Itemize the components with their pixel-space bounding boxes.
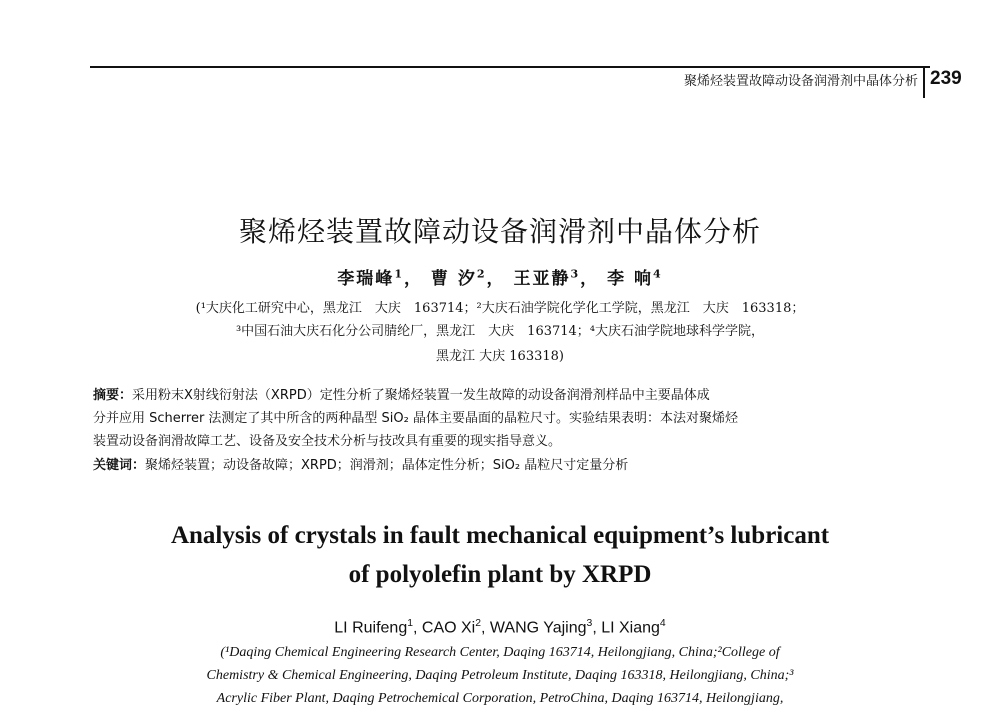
en-affiliation-line-2: Chemistry & Chemical Engineering, Daqing Petroleum Institute, Daqing 163318, Heilongjiang, China;³ bbox=[206, 668, 794, 683]
en-author-3-mark: 3 bbox=[586, 618, 593, 629]
keywords-label: 关键词： bbox=[93, 458, 146, 473]
keywords-text: 聚烯烃装置；动设备故障；XRPD；润滑剂；晶体定性分析；SiO₂ 晶粒尺寸定量分析 bbox=[145, 458, 629, 473]
abstract-line-3: 装置动设备润滑故障工艺、设备及安全技术分析与技改具有重要的现实指导意义。 bbox=[93, 434, 562, 449]
en-author-1: LI Ruifeng bbox=[334, 619, 408, 637]
cn-author-3: 王亚静 bbox=[513, 269, 571, 289]
cn-author-2: 曹 汐 bbox=[430, 269, 477, 289]
en-author-2-mark: 2 bbox=[475, 618, 482, 629]
page-number: 239 bbox=[930, 68, 962, 89]
cn-author-4: 李 响 bbox=[607, 269, 653, 289]
en-author-4-mark: 4 bbox=[659, 618, 666, 629]
cn-author-1-mark: 1 bbox=[394, 267, 404, 281]
english-title-line-1: Analysis of crystals in fault mechanical equipment’s lubricant bbox=[170, 522, 830, 549]
en-author-1-mark: 1 bbox=[407, 618, 413, 629]
header-rule bbox=[90, 66, 930, 68]
chinese-title: 聚烯烃装置故障动设备润滑剂中晶体分析 bbox=[238, 215, 761, 248]
en-author-2: CAO Xi bbox=[421, 619, 476, 637]
en-affiliation-line-1: (¹Daqing Chemical Engineering Research Center, Daqing 163714, Heilongjiang, China;²College of bbox=[220, 645, 780, 660]
chinese-authors: 李瑞峰$^1$， 曹 汐$^2$， 王亚静$^3$， 李 响$^4$ bbox=[337, 267, 663, 289]
cn-affiliation-line-1: (¹大庆化工研究中心，黑龙江 大庆 163714；²大庆石油学院化学化工学院，黑龙江 大庆 163318； bbox=[195, 301, 805, 316]
page-number-separator bbox=[923, 66, 925, 98]
running-title: 聚烯烃装置故障动设备润滑剂中晶体分析 bbox=[683, 74, 918, 89]
en-affiliation-line-3: Acrylic Fiber Plant, Daqing Petrochemical Corporation, PetroChina, Daqing 163714, Heilongjiang, bbox=[216, 691, 784, 706]
cn-author-2-mark: 2 bbox=[476, 267, 487, 281]
chinese-abstract bbox=[93, 384, 923, 453]
abstract-line-1: 采用粉末X射线衍射法（XRPD）定性分析了聚烯烃装置一发生故障的动设备润滑剂样品中主要晶体成 bbox=[132, 388, 710, 403]
english-authors: LI Ruifeng$^1$, CAO Xi$^2$, WANG Yajing$^3$, LI Xiang$^4$ bbox=[334, 618, 666, 637]
en-author-3: WANG Yajing bbox=[489, 619, 587, 637]
cn-affiliation-line-3: 黑龙江 大庆 163318) bbox=[436, 349, 564, 364]
abstract-line-2: 分并应用 Scherrer 法测定了其中所含的两种晶型 SiO₂ 晶体主要晶面的晶粒尺寸。实验结果表明：本法对聚烯烃 bbox=[93, 411, 738, 426]
cn-affiliation-line-2: ³中国石油大庆石化分公司腈纶厂，黑龙江 大庆 163714；⁴大庆石油学院地球科学学院， bbox=[235, 324, 765, 339]
cn-author-4-mark: 4 bbox=[652, 267, 663, 281]
cn-author-3-mark: 3 bbox=[570, 267, 581, 281]
english-title-line-2: of polyolefin plant by XRPD bbox=[348, 561, 652, 588]
chinese-keywords bbox=[93, 454, 923, 473]
abstract-label: 摘要： bbox=[93, 388, 133, 403]
cn-author-1: 李瑞峰 bbox=[337, 269, 395, 289]
en-author-4: LI Xiang bbox=[601, 619, 660, 637]
